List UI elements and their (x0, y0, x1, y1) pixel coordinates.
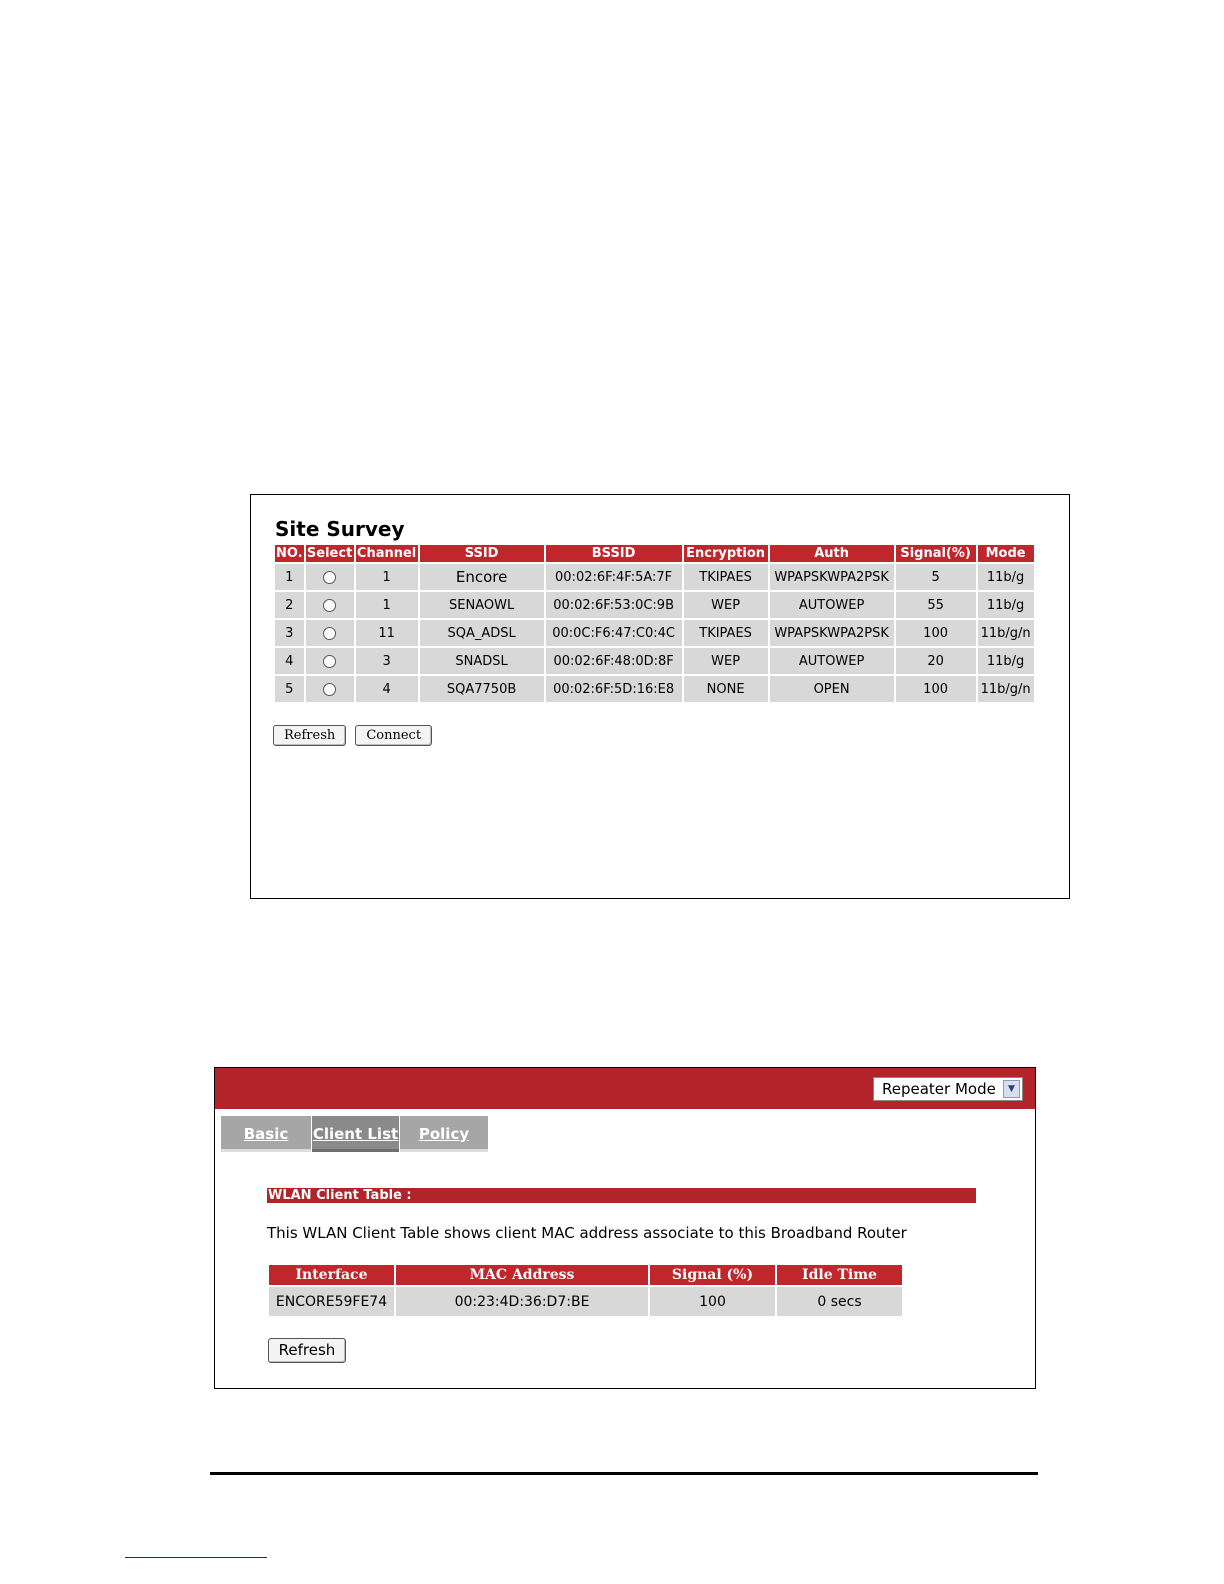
cell-select (306, 620, 354, 646)
cell-encryption: TKIPAES (684, 564, 768, 590)
client-refresh-button[interactable]: Refresh (268, 1338, 346, 1363)
cell-auth: WPAPSKWPA2PSK (770, 620, 894, 646)
cell-select (306, 564, 354, 590)
cell-bssid: 00:0C:F6:47:C0:4C (546, 620, 682, 646)
site-survey-title: Site Survey (275, 517, 405, 541)
table-row (269, 1287, 902, 1316)
cell-mode: 11b/g (978, 592, 1034, 618)
cell-no: 4 (275, 648, 304, 674)
table-row (275, 620, 1034, 646)
cell-channel: 3 (356, 648, 418, 674)
cell-channel: 4 (356, 676, 418, 702)
site-survey-header-row (275, 545, 1034, 562)
cell-idle-time: 0 secs (777, 1287, 902, 1316)
cell-signal: 100 (896, 620, 976, 646)
tab-basic[interactable]: Basic (221, 1116, 311, 1152)
select-radio[interactable] (323, 683, 336, 696)
cell-interface: ENCORE59FE74 (269, 1287, 394, 1316)
cell-select (306, 676, 354, 702)
client-table-header-row (269, 1265, 902, 1285)
refresh-button[interactable]: Refresh (273, 725, 346, 746)
tab-client-list[interactable]: Client List (312, 1116, 399, 1152)
col-header-idle-time: Idle Time (777, 1265, 902, 1285)
wlan-client-panel (214, 1067, 1036, 1389)
col-header-signal: Signal(%) (896, 545, 976, 562)
table-row (275, 564, 1034, 590)
col-header-select: Select (306, 546, 353, 561)
cell-no: 1 (275, 564, 304, 590)
cell-mac-address: 00:23:4D:36:D7:BE (396, 1287, 648, 1316)
cell-bssid: 00:02:6F:48:0D:8F (546, 648, 682, 674)
cell-select (306, 648, 354, 674)
cell-mode: 11b/g (978, 564, 1034, 590)
cell-auth: AUTOWEP (770, 592, 894, 618)
cell-select (306, 592, 354, 618)
connect-button[interactable]: Connect (355, 725, 432, 746)
cell-encryption: WEP (684, 648, 768, 674)
table-row (275, 648, 1034, 674)
cell-ssid: SENAOWL (420, 592, 544, 618)
wlan-client-table (267, 1263, 904, 1318)
cell-no: 3 (275, 620, 304, 646)
cell-auth: WPAPSKWPA2PSK (770, 564, 894, 590)
col-header-mac-address: MAC Address (396, 1265, 648, 1285)
select-radio[interactable] (323, 571, 336, 584)
cell-mode: 11b/g (978, 648, 1034, 674)
mode-select-value: Repeater Mode (882, 1080, 996, 1098)
cell-encryption: TKIPAES (684, 620, 768, 646)
col-header-channel: Channel (356, 546, 417, 561)
table-row (275, 592, 1034, 618)
site-survey-table (273, 543, 1036, 704)
col-header-signal: Signal (%) (650, 1265, 775, 1285)
cell-mode: 11b/g/n (978, 676, 1034, 702)
cell-ssid: SNADSL (420, 648, 544, 674)
site-survey-panel (250, 494, 1070, 899)
cell-signal: 100 (650, 1287, 775, 1316)
col-header-bssid: BSSID (546, 545, 682, 562)
footnote-divider (125, 1557, 267, 1558)
footer-divider (210, 1472, 1038, 1475)
cell-auth: OPEN (770, 676, 894, 702)
col-header-auth: Auth (770, 545, 894, 562)
chevron-down-icon[interactable]: ▼ (1003, 1080, 1020, 1098)
select-radio[interactable] (323, 627, 336, 640)
col-header-ssid: SSID (420, 545, 544, 562)
cell-auth: AUTOWEP (770, 648, 894, 674)
cell-bssid: 00:02:6F:4F:5A:7F (546, 564, 682, 590)
cell-signal: 5 (896, 564, 976, 590)
cell-bssid: 00:02:6F:5D:16:E8 (546, 676, 682, 702)
col-header-encryption: Encryption (684, 545, 768, 562)
cell-encryption: WEP (684, 592, 768, 618)
col-header-no: NO. (276, 546, 303, 561)
col-header-interface: Interface (269, 1265, 394, 1285)
cell-channel: 11 (356, 620, 418, 646)
select-radio[interactable] (323, 599, 336, 612)
site-survey-button-bar (273, 724, 436, 746)
cell-no: 5 (275, 676, 304, 702)
cell-channel: 1 (356, 592, 418, 618)
cell-signal: 20 (896, 648, 976, 674)
section-title: WLAN Client Table : (267, 1188, 976, 1203)
panel-header-bar (215, 1068, 1035, 1109)
cell-ssid: Encore (420, 564, 544, 590)
select-radio[interactable] (323, 655, 336, 668)
mode-select[interactable] (873, 1077, 1023, 1101)
cell-signal: 100 (896, 676, 976, 702)
section-description: This WLAN Client Table shows client MAC address associate to this Broadband Router (267, 1224, 907, 1242)
tab-policy[interactable]: Policy (400, 1116, 488, 1152)
cell-encryption: NONE (684, 676, 768, 702)
cell-ssid: SQA7750B (420, 676, 544, 702)
cell-bssid: 00:02:6F:53:0C:9B (546, 592, 682, 618)
table-row (275, 676, 1034, 702)
cell-signal: 55 (896, 592, 976, 618)
cell-no: 2 (275, 592, 304, 618)
col-header-mode: Mode (978, 545, 1034, 562)
cell-ssid: SQA_ADSL (420, 620, 544, 646)
cell-channel: 1 (356, 564, 418, 590)
cell-mode: 11b/g/n (978, 620, 1034, 646)
